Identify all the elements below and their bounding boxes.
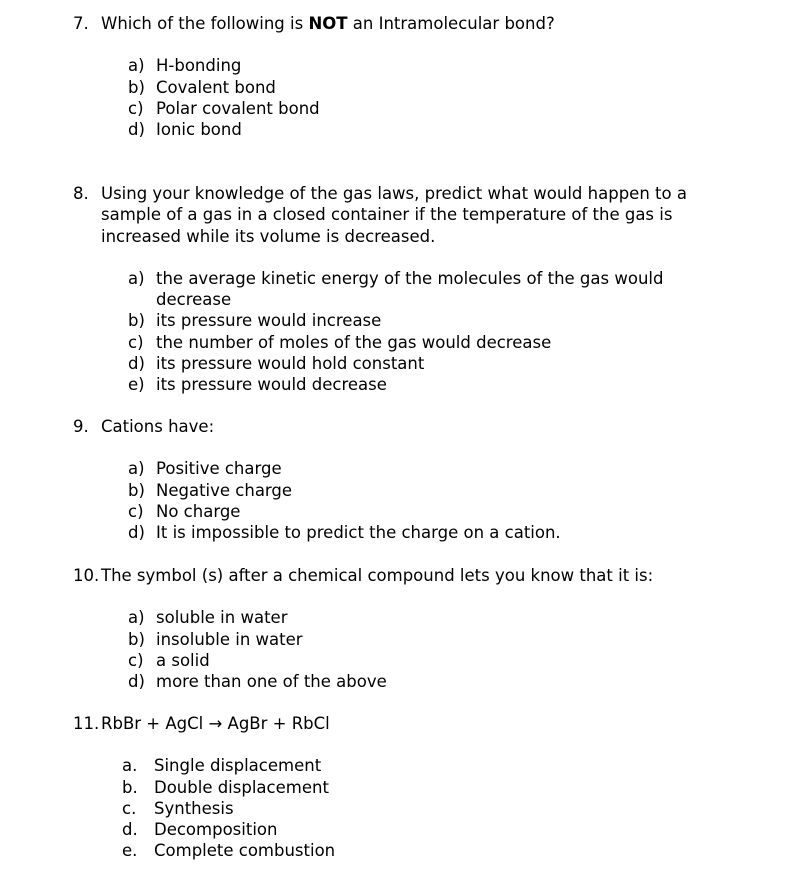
option-text: Double displacement	[154, 777, 329, 797]
question-text-emphasis: NOT	[308, 14, 348, 33]
option-text: Complete combustion	[154, 841, 336, 861]
option-letter: e)	[128, 375, 145, 395]
option-letter: c)	[128, 332, 144, 352]
option-b[interactable]	[122, 777, 713, 798]
option-c[interactable]	[128, 650, 713, 671]
question-text-part: Which of the following is	[101, 14, 309, 33]
option-text: Covalent bond	[156, 77, 276, 97]
question-text: Cations have:	[101, 417, 215, 436]
option-letter: c)	[128, 501, 144, 521]
option-letter: a)	[128, 608, 145, 628]
option-text: soluble in water	[156, 608, 288, 628]
option-c[interactable]	[128, 332, 688, 353]
option-letter: e.	[122, 841, 138, 861]
option-text: its pressure would decrease	[156, 375, 387, 395]
option-letter: d)	[128, 354, 145, 374]
question-number: 10.	[73, 566, 100, 585]
option-text: a solid	[156, 650, 210, 670]
option-d[interactable]	[128, 671, 713, 692]
question-text: RbBr + AgCl → AgBr + RbCl	[101, 714, 330, 733]
option-letter: b.	[122, 777, 138, 797]
option-list	[73, 268, 688, 396]
question-number: 11.	[73, 714, 100, 733]
option-letter: b)	[128, 629, 145, 649]
option-letter: c)	[128, 98, 144, 118]
option-d[interactable]	[128, 522, 713, 543]
option-b[interactable]	[128, 310, 688, 331]
option-list	[73, 607, 713, 692]
option-list	[73, 55, 713, 140]
option-letter: c.	[122, 798, 137, 818]
option-text: Synthesis	[154, 798, 234, 818]
question-11	[73, 713, 713, 862]
question-number: 9.	[73, 417, 89, 436]
question-text	[101, 13, 713, 34]
option-text: insoluble in water	[156, 629, 303, 649]
option-text: the number of moles of the gas would decrease	[156, 332, 552, 352]
option-text: its pressure would hold constant	[156, 354, 425, 374]
option-c[interactable]	[128, 98, 713, 119]
option-d[interactable]	[128, 119, 713, 140]
option-a[interactable]	[128, 607, 713, 628]
option-a[interactable]	[128, 55, 713, 76]
question-8	[73, 183, 713, 396]
option-a[interactable]	[128, 268, 688, 311]
option-letter: d)	[128, 523, 145, 543]
question-7	[73, 13, 713, 140]
option-e[interactable]	[128, 374, 688, 395]
option-c[interactable]	[128, 501, 713, 522]
option-b[interactable]	[128, 77, 713, 98]
option-text: Single displacement	[154, 756, 322, 776]
option-list	[73, 755, 713, 861]
option-text: Positive charge	[156, 459, 282, 479]
question-9	[73, 416, 713, 543]
option-c[interactable]	[122, 798, 713, 819]
option-letter: a)	[128, 56, 145, 76]
option-text: the average kinetic energy of the molecules of the gas would decrease	[156, 268, 664, 310]
question-number: 7.	[73, 14, 89, 33]
option-text: Decomposition	[154, 820, 278, 840]
question-text: Using your knowledge of the gas laws, predict what would happen to a sample of a gas in a closed container if the temperature of the gas is increased while its volume is decreased.	[101, 184, 687, 246]
question-text-part: an Intramolecular bond?	[347, 14, 555, 33]
option-text: its pressure would increase	[156, 311, 382, 331]
option-letter: d)	[128, 672, 145, 692]
question-10	[73, 565, 713, 692]
option-letter: a)	[128, 268, 145, 288]
option-d[interactable]	[122, 819, 713, 840]
option-letter: d.	[122, 820, 138, 840]
option-e[interactable]	[122, 840, 713, 861]
option-letter: b)	[128, 480, 145, 500]
option-list	[73, 458, 713, 543]
question-number: 8.	[73, 184, 89, 203]
option-letter: d)	[128, 120, 145, 140]
option-text: Polar covalent bond	[156, 98, 320, 118]
option-letter: b)	[128, 77, 145, 97]
option-text: It is impossible to predict the charge on a cation.	[156, 523, 561, 543]
option-b[interactable]	[128, 480, 713, 501]
option-text: Negative charge	[156, 480, 293, 500]
question-text: The symbol (s) after a chemical compound lets you know that it is:	[101, 566, 654, 585]
option-a[interactable]	[128, 458, 713, 479]
option-text: more than one of the above	[156, 672, 387, 692]
option-text: No charge	[156, 501, 241, 521]
option-letter: a.	[122, 756, 138, 776]
option-text: Ionic bond	[156, 120, 242, 140]
option-b[interactable]	[128, 629, 713, 650]
option-a[interactable]	[122, 755, 713, 776]
option-text: H-bonding	[156, 56, 242, 76]
option-letter: a)	[128, 459, 145, 479]
option-letter: c)	[128, 650, 144, 670]
option-letter: b)	[128, 311, 145, 331]
option-d[interactable]	[128, 353, 688, 374]
